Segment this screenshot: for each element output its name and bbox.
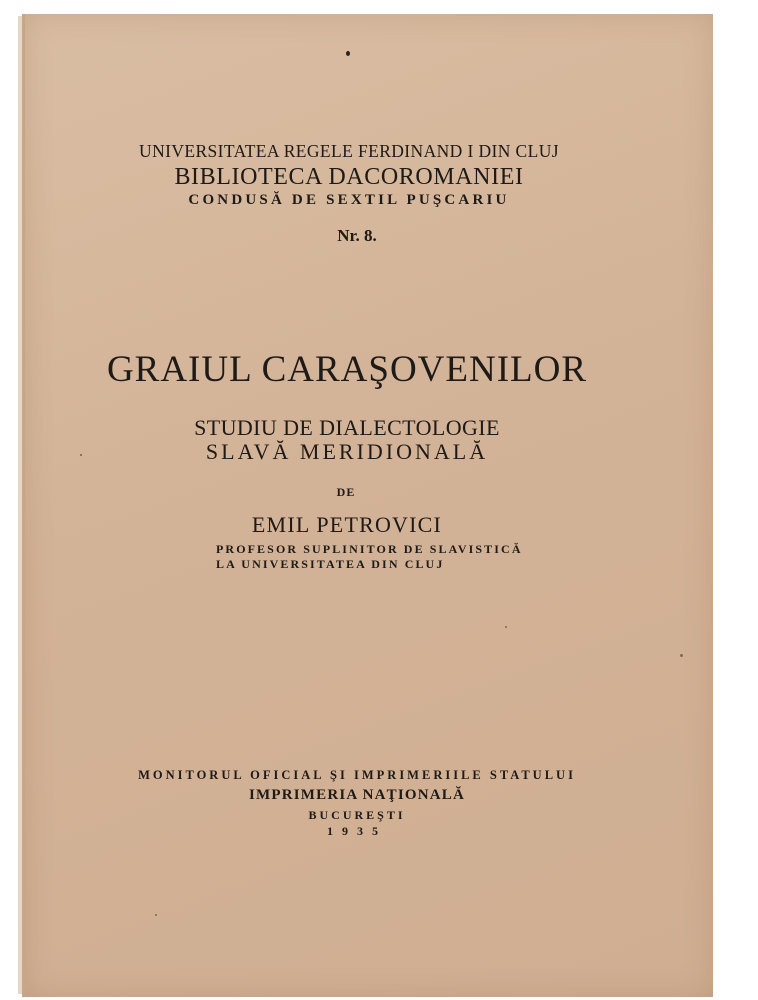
series-title: BIBLIOTECA DACOROMANIEI bbox=[174, 164, 524, 190]
book-subtitle-line2: SLAVĂ MERIDIONALĂ bbox=[205, 439, 489, 464]
press-name: IMPRIMERIA NAŢIONALĂ bbox=[248, 787, 466, 803]
publication-year: 1935 bbox=[327, 824, 387, 838]
series-editor: CONDUSĂ DE SEXTIL PUŞCARIU bbox=[188, 192, 510, 208]
publication-city: BUCUREŞTI bbox=[308, 808, 406, 822]
book-subtitle-line1: STUDIU DE DIALECTOLOGIE bbox=[194, 415, 500, 440]
book-title: GRAIUL CARAŞOVENILOR bbox=[106, 349, 588, 390]
series-number: Nr. 8. bbox=[337, 226, 377, 245]
publisher: MONITORUL OFICIAL ŞI IMPRIMERIILE STATULUI bbox=[138, 768, 576, 782]
author-position-line2: LA UNIVERSITATEA DIN CLUJ bbox=[216, 557, 445, 571]
paper-speck bbox=[505, 626, 507, 628]
book-cover bbox=[22, 14, 713, 997]
author-name: EMIL PETROVICI bbox=[251, 512, 443, 537]
by-label: DE bbox=[336, 485, 356, 499]
author-position-line1: PROFESOR SUPLINITOR DE SLAVISTICĂ bbox=[216, 542, 523, 556]
paper-speck bbox=[346, 51, 350, 56]
paper-speck bbox=[80, 454, 82, 456]
paper-speck bbox=[155, 914, 157, 916]
paper-speck bbox=[680, 654, 683, 657]
university-name: UNIVERSITATEA REGELE FERDINAND I DIN CLUJ bbox=[139, 141, 559, 161]
